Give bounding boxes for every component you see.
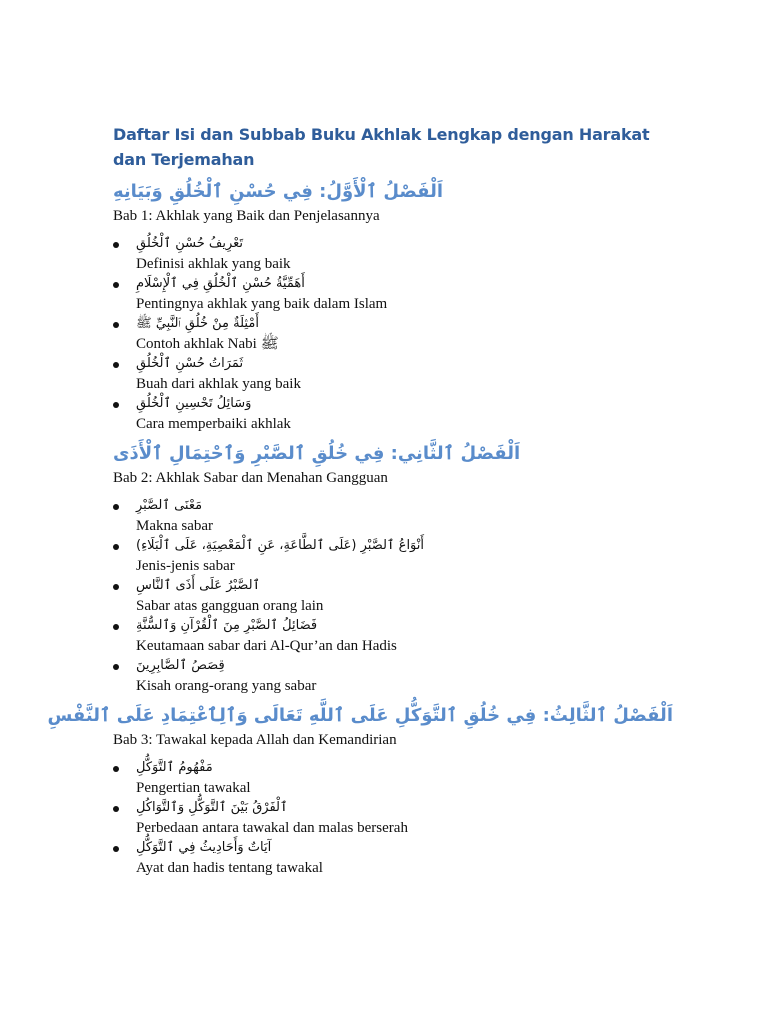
item-translation: Buah dari akhlak yang baik [136, 376, 301, 392]
bullet-icon [113, 242, 119, 248]
item-translation: Makna sabar [136, 518, 214, 534]
list-item [113, 576, 673, 616]
bullet-icon [113, 846, 119, 852]
item-translation: Cara memperbaiki akhlak [136, 416, 291, 432]
item-translation: Kisah orang-orang yang sabar [136, 678, 317, 694]
chapter-1-list [113, 234, 673, 434]
item-arabic: قِصَصُ ٱلصَّابِرِينَ [136, 658, 225, 673]
chapter-3-title: Bab 3: Tawakal kepada Allah dan Kemandirian [113, 732, 397, 748]
chapter-2 [113, 440, 673, 696]
item-translation: Pengertian tawakal [136, 780, 251, 796]
bullet-icon [113, 362, 119, 368]
bullet-icon [113, 766, 119, 772]
bullet-icon [113, 402, 119, 408]
item-arabic: ٱلصَّبْرُ عَلَى أَذَى ٱلنَّاسِ [136, 578, 261, 593]
chapter-1-title: Bab 1: Akhlak yang Baik dan Penjelasannya [113, 208, 380, 224]
chapter-3-arabic-heading: اَلْفَصْلُ ٱلثَّالِثُ: فِي خُلُقِ ٱلتَّوَكُّلِ عَلَى ٱللَّهِ تَعَالَى وَٱلِٱعْتِمَادِ عَلَى ٱلنَّفْسِ [47, 705, 673, 726]
list-item [113, 354, 673, 394]
item-arabic: مَفْهُومُ ٱلتَّوَكُّلِ [136, 760, 213, 775]
chapter-3 [47, 702, 673, 878]
item-arabic: ٱلْفَرْقُ بَيْنَ ٱلتَّوَكُّلِ وَٱلتَّوَاكُلِ [136, 800, 288, 815]
chapter-2-title: Bab 2: Akhlak Sabar dan Menahan Gangguan [113, 470, 388, 486]
list-item [113, 394, 673, 434]
item-arabic: فَضَائِلُ ٱلصَّبْرِ مِنَ ٱلْقُرْآنِ وَٱلسُّنَّةِ [136, 618, 318, 633]
item-arabic: وَسَائِلُ تَحْسِينِ ٱلْخُلُقِ [136, 396, 252, 411]
item-translation: Jenis-jenis sabar [136, 558, 235, 574]
list-item [113, 274, 673, 314]
list-item [113, 758, 673, 798]
bullet-icon [113, 624, 119, 630]
chapter-2-list [113, 496, 673, 696]
item-arabic: مَعْنَى ٱلصَّبْرِ [136, 498, 203, 513]
list-item [113, 838, 673, 878]
chapter-3-list [113, 758, 673, 878]
document-page [47, 122, 673, 884]
list-item [113, 656, 673, 696]
item-arabic: أَمْثِلَةٌ مِنْ خُلُقِ ٱلنَّبِيِّ ﷺ [136, 316, 259, 331]
list-item [113, 616, 673, 656]
list-item [113, 234, 673, 274]
item-translation: Perbedaan antara tawakal dan malas berserah [136, 820, 408, 836]
item-translation: Sabar atas gangguan orang lain [136, 598, 324, 614]
list-item [113, 496, 673, 536]
item-translation: Ayat dan hadis tentang tawakal [136, 860, 323, 876]
list-item [113, 798, 673, 838]
bullet-icon [113, 282, 119, 288]
item-arabic: تَعْرِيفُ حُسْنِ ٱلْخُلُقِ [136, 236, 244, 251]
item-arabic: ثَمَرَاتُ حُسْنِ ٱلْخُلُقِ [136, 356, 244, 371]
list-item [113, 536, 673, 576]
bullet-icon [113, 322, 119, 328]
chapter-2-arabic-heading: اَلْفَصْلُ ٱلثَّانِي: فِي خُلُقِ ٱلصَّبْرِ وَٱحْتِمَالِ ٱلْأَذَى [113, 443, 521, 464]
bullet-icon [113, 806, 119, 812]
item-translation: Contoh akhlak Nabi ﷺ [136, 336, 279, 352]
item-arabic: آيَاتٌ وَأَحَادِيثُ فِي ٱلتَّوَكُّلِ [136, 840, 272, 855]
item-translation: Pentingnya akhlak yang baik dalam Islam [136, 296, 388, 312]
bullet-icon [113, 584, 119, 590]
chapter-1 [113, 178, 673, 434]
item-translation: Definisi akhlak yang baik [136, 256, 291, 272]
bullet-icon [113, 664, 119, 670]
bullet-icon [113, 504, 119, 510]
item-translation: Keutamaan sabar dari Al-Qur’an dan Hadis [136, 638, 397, 654]
list-item [113, 314, 673, 354]
document-title: Daftar Isi dan Subbab Buku Akhlak Lengkap dengan Harakat dan Terjemahan [113, 125, 650, 169]
item-arabic: أَهَمِّيَّةُ حُسْنِ ٱلْخُلُقِ فِي ٱلْإِسْلَامِ [136, 276, 305, 291]
item-arabic: أَنْوَاعُ ٱلصَّبْرِ (عَلَى ٱلطَّاعَةِ، عَنِ ٱلْمَعْصِيَةِ، عَلَى ٱلْبَلَاءِ) [136, 538, 424, 553]
chapter-1-arabic-heading: اَلْفَصْلُ ٱلْأَوَّلُ: فِي حُسْنِ ٱلْخُلُقِ وَبَيَانِهِ [113, 181, 444, 202]
bullet-icon [113, 544, 119, 550]
